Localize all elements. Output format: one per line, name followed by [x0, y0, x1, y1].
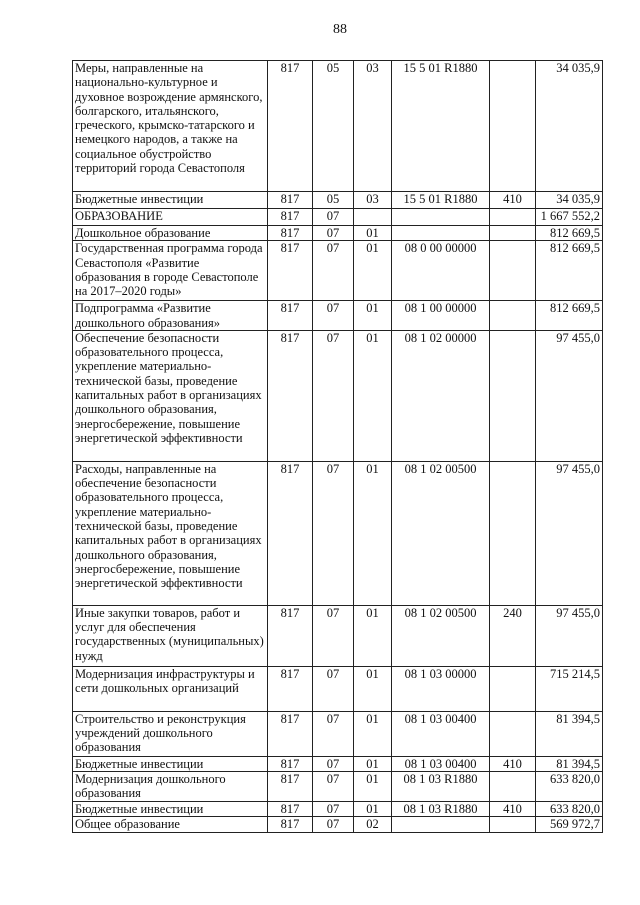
amount-cell: 812 669,5: [536, 241, 603, 301]
expense-type-code-cell: [490, 209, 536, 226]
subsection-code-cell: 01: [354, 772, 392, 802]
section-code-cell: 07: [313, 772, 354, 802]
section-code-cell: 07: [313, 226, 354, 241]
table-row: [73, 772, 603, 802]
target-article-code-cell: 08 1 02 00500: [392, 461, 490, 605]
amount-cell: 97 455,0: [536, 461, 603, 605]
target-article-code-cell: [392, 817, 490, 832]
ministry-code-cell: 817: [268, 209, 313, 226]
item-name-cell: Бюджетные инвестиции: [73, 192, 268, 209]
item-name-cell: Обеспечение безопасности образовательного процесса, укрепление материально-технической базы, проведение капитальных работ в организациях дошкольного образования, энергосбережение, повышение энергетической эффективности: [73, 330, 268, 461]
subsection-code-cell: 01: [354, 226, 392, 241]
item-name-cell: Общее образование: [73, 817, 268, 832]
expense-type-code-cell: [490, 711, 536, 756]
ministry-code-cell: 817: [268, 192, 313, 209]
subsection-code-cell: 01: [354, 756, 392, 771]
item-name-cell: Строительство и реконструкция учреждений дошкольного образования: [73, 711, 268, 756]
section-code-cell: 07: [313, 330, 354, 461]
table-row: [73, 817, 603, 832]
subsection-code-cell: 01: [354, 605, 392, 666]
amount-cell: 81 394,5: [536, 756, 603, 771]
item-name-cell: Расходы, направленные на обеспечение безопасности образовательного процесса, укрепление материально-технической базы, проведение капитальных работ в организациях дошкольного образования, энергосбережение, повышение энергетической эффективности: [73, 461, 268, 605]
target-article-code-cell: 08 1 02 00500: [392, 605, 490, 666]
item-name-cell: ОБРАЗОВАНИЕ: [73, 209, 268, 226]
section-code-cell: 07: [313, 605, 354, 666]
table-row: [73, 301, 603, 331]
expense-type-code-cell: 410: [490, 756, 536, 771]
item-name-cell: Государственная программа города Севастополя «Развитие образования в городе Севастополе на 2017–2020 годы»: [73, 241, 268, 301]
ministry-code-cell: 817: [268, 772, 313, 802]
target-article-code-cell: [392, 209, 490, 226]
target-article-code-cell: 08 1 00 00000: [392, 301, 490, 331]
amount-cell: 1 667 552,2: [536, 209, 603, 226]
amount-cell: 97 455,0: [536, 605, 603, 666]
target-article-code-cell: 08 1 03 R1880: [392, 772, 490, 802]
subsection-code-cell: [354, 209, 392, 226]
table-row: [73, 209, 603, 226]
item-name-cell: Дошкольное образование: [73, 226, 268, 241]
subsection-code-cell: 02: [354, 817, 392, 832]
item-name-cell: Бюджетные инвестиции: [73, 802, 268, 817]
expense-type-code-cell: [490, 301, 536, 331]
section-code-cell: 07: [313, 802, 354, 817]
amount-cell: 34 035,9: [536, 61, 603, 192]
ministry-code-cell: 817: [268, 330, 313, 461]
section-code-cell: 07: [313, 241, 354, 301]
target-article-code-cell: 15 5 01 R1880: [392, 192, 490, 209]
amount-cell: 81 394,5: [536, 711, 603, 756]
target-article-code-cell: 08 0 00 00000: [392, 241, 490, 301]
ministry-code-cell: 817: [268, 301, 313, 331]
ministry-code-cell: 817: [268, 802, 313, 817]
subsection-code-cell: 01: [354, 802, 392, 817]
ministry-code-cell: 817: [268, 817, 313, 832]
amount-cell: 97 455,0: [536, 330, 603, 461]
expense-type-code-cell: 410: [490, 802, 536, 817]
ministry-code-cell: 817: [268, 61, 313, 192]
target-article-code-cell: 08 1 03 R1880: [392, 802, 490, 817]
section-code-cell: 07: [313, 461, 354, 605]
expense-type-code-cell: 410: [490, 192, 536, 209]
subsection-code-cell: 01: [354, 666, 392, 711]
section-code-cell: 07: [313, 711, 354, 756]
subsection-code-cell: 01: [354, 301, 392, 331]
section-code-cell: 05: [313, 192, 354, 209]
ministry-code-cell: 817: [268, 461, 313, 605]
ministry-code-cell: 817: [268, 226, 313, 241]
amount-cell: 633 820,0: [536, 772, 603, 802]
table-row: [73, 61, 603, 192]
budget-table-body: [73, 61, 603, 833]
subsection-code-cell: 01: [354, 461, 392, 605]
amount-cell: 812 669,5: [536, 301, 603, 331]
amount-cell: 633 820,0: [536, 802, 603, 817]
table-row: [73, 802, 603, 817]
table-row: [73, 605, 603, 666]
ministry-code-cell: 817: [268, 666, 313, 711]
section-code-cell: 05: [313, 61, 354, 192]
item-name-cell: Модернизация инфраструктуры и сети дошкольных организаций: [73, 666, 268, 711]
ministry-code-cell: 817: [268, 605, 313, 666]
amount-cell: 715 214,5: [536, 666, 603, 711]
expense-type-code-cell: [490, 772, 536, 802]
table-row: [73, 226, 603, 241]
amount-cell: 34 035,9: [536, 192, 603, 209]
expense-type-code-cell: [490, 666, 536, 711]
table-row: [73, 756, 603, 771]
subsection-code-cell: 01: [354, 241, 392, 301]
ministry-code-cell: 817: [268, 711, 313, 756]
subsection-code-cell: 01: [354, 711, 392, 756]
ministry-code-cell: 817: [268, 241, 313, 301]
table-row: [73, 666, 603, 711]
table-row: [73, 461, 603, 605]
section-code-cell: 07: [313, 756, 354, 771]
expense-type-code-cell: 240: [490, 605, 536, 666]
item-name-cell: Бюджетные инвестиции: [73, 756, 268, 771]
expense-type-code-cell: [490, 241, 536, 301]
target-article-code-cell: 15 5 01 R1880: [392, 61, 490, 192]
target-article-code-cell: [392, 226, 490, 241]
amount-cell: 812 669,5: [536, 226, 603, 241]
expense-type-code-cell: [490, 817, 536, 832]
ministry-code-cell: 817: [268, 756, 313, 771]
subsection-code-cell: 03: [354, 192, 392, 209]
subsection-code-cell: 03: [354, 61, 392, 192]
item-name-cell: Иные закупки товаров, работ и услуг для обеспечения государственных (муниципальных) нужд: [73, 605, 268, 666]
table-row: [73, 241, 603, 301]
item-name-cell: Подпрограмма «Развитие дошкольного образования»: [73, 301, 268, 331]
expense-type-code-cell: [490, 226, 536, 241]
target-article-code-cell: 08 1 03 00400: [392, 756, 490, 771]
budget-table: [72, 60, 603, 833]
section-code-cell: 07: [313, 209, 354, 226]
expense-type-code-cell: [490, 461, 536, 605]
target-article-code-cell: 08 1 02 00000: [392, 330, 490, 461]
page-number: 88: [333, 22, 347, 37]
amount-cell: 569 972,7: [536, 817, 603, 832]
table-row: [73, 330, 603, 461]
target-article-code-cell: 08 1 03 00000: [392, 666, 490, 711]
table-row: [73, 711, 603, 756]
section-code-cell: 07: [313, 301, 354, 331]
table-row: [73, 192, 603, 209]
section-code-cell: 07: [313, 666, 354, 711]
item-name-cell: Модернизация дошкольного образования: [73, 772, 268, 802]
section-code-cell: 07: [313, 817, 354, 832]
expense-type-code-cell: [490, 330, 536, 461]
target-article-code-cell: 08 1 03 00400: [392, 711, 490, 756]
item-name-cell: Меры, направленные на национально-культурное и духовное возрождение армянского, болгарского, итальянского, греческого, крымско-татарского и немецкого народов, а также на социальное обустройство территорий города Севастополя: [73, 61, 268, 192]
subsection-code-cell: 01: [354, 330, 392, 461]
expense-type-code-cell: [490, 61, 536, 192]
